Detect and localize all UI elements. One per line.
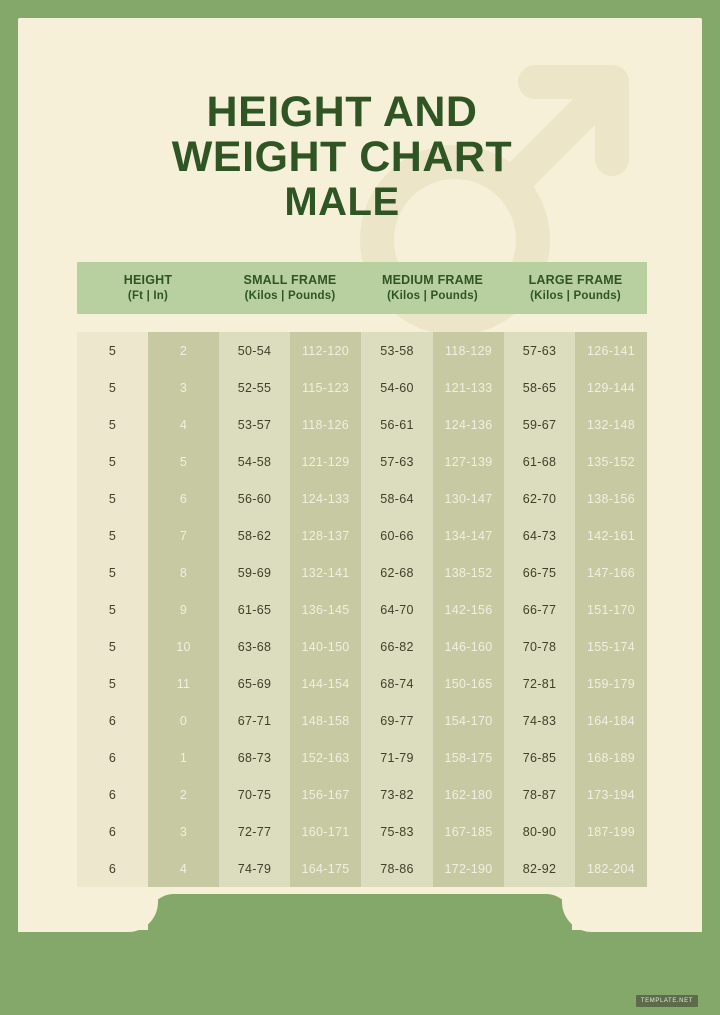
cell-small_lb: 118-126	[290, 406, 361, 443]
cell-medium_kg: 71-79	[361, 739, 433, 776]
template-watermark-badge: TEMPLATE.NET	[636, 995, 698, 1007]
cell-medium_lb: 121-133	[433, 369, 504, 406]
cell-small_lb: 132-141	[290, 554, 361, 591]
cell-ft: 6	[77, 850, 148, 887]
cell-medium_lb: 172-190	[433, 850, 504, 887]
header-medium-frame-sub: (Kilos | Pounds)	[387, 290, 478, 302]
cell-large_lb: 151-170	[575, 591, 647, 628]
cell-small_kg: 58-62	[219, 517, 290, 554]
cell-large_kg: 59-67	[504, 406, 575, 443]
cell-in: 9	[148, 591, 219, 628]
cell-ft: 6	[77, 813, 148, 850]
table-body	[77, 314, 647, 915]
cell-small_kg: 54-58	[219, 443, 290, 480]
cell-in: 10	[148, 628, 219, 665]
cell-in: 2	[148, 776, 219, 813]
cell-in: 1	[148, 739, 219, 776]
cell-in: 0	[148, 702, 219, 739]
cell-medium_kg: 64-70	[361, 591, 433, 628]
cell-small_lb: 124-133	[290, 480, 361, 517]
header-medium-frame	[361, 262, 504, 314]
cell-in: 3	[148, 813, 219, 850]
cell-medium_kg: 56-61	[361, 406, 433, 443]
cell-small_kg: 72-77	[219, 813, 290, 850]
cell-large_lb: 168-189	[575, 739, 647, 776]
table-row	[77, 332, 647, 369]
cell-large_lb: 147-166	[575, 554, 647, 591]
cell-small_kg: 65-69	[219, 665, 290, 702]
cell-medium_lb: 162-180	[433, 776, 504, 813]
cell-ft: 6	[77, 702, 148, 739]
table-row	[77, 554, 647, 591]
cell-medium_kg: 73-82	[361, 776, 433, 813]
cell-medium_kg: 53-58	[361, 332, 433, 369]
table-row	[77, 443, 647, 480]
cell-large_lb: 142-161	[575, 517, 647, 554]
table-spacer-row	[77, 314, 647, 332]
cell-in: 8	[148, 554, 219, 591]
cell-medium_lb: 134-147	[433, 517, 504, 554]
cell-ft: 5	[77, 665, 148, 702]
cell-small_lb: 140-150	[290, 628, 361, 665]
cell-in: 6	[148, 480, 219, 517]
table-row	[77, 702, 647, 739]
cell-small_kg: 70-75	[219, 776, 290, 813]
cell-in: 11	[148, 665, 219, 702]
cell-in: 4	[148, 406, 219, 443]
cell-large_kg: 66-75	[504, 554, 575, 591]
title-line-3: MALE	[284, 180, 400, 224]
table-row	[77, 406, 647, 443]
cell-ft: 5	[77, 369, 148, 406]
cell-medium_lb: 127-139	[433, 443, 504, 480]
table-row	[77, 850, 647, 887]
header-large-frame-sub: (Kilos | Pounds)	[530, 290, 621, 302]
cell-small_lb: 144-154	[290, 665, 361, 702]
cell-large_kg: 64-73	[504, 517, 575, 554]
cell-large_kg: 72-81	[504, 665, 575, 702]
cell-ft: 5	[77, 628, 148, 665]
cell-medium_kg: 69-77	[361, 702, 433, 739]
cell-large_lb: 155-174	[575, 628, 647, 665]
cell-large_kg: 66-77	[504, 591, 575, 628]
cell-large_lb: 132-148	[575, 406, 647, 443]
cell-in: 7	[148, 517, 219, 554]
cell-medium_kg: 54-60	[361, 369, 433, 406]
cell-medium_lb: 118-129	[433, 332, 504, 369]
cell-medium_kg: 66-82	[361, 628, 433, 665]
cell-large_kg: 70-78	[504, 628, 575, 665]
cell-small_kg: 50-54	[219, 332, 290, 369]
cell-ft: 5	[77, 554, 148, 591]
cell-medium_lb: 142-156	[433, 591, 504, 628]
cell-medium_lb: 130-147	[433, 480, 504, 517]
cell-large_lb: 164-184	[575, 702, 647, 739]
cell-ft: 6	[77, 776, 148, 813]
cell-large_lb: 126-141	[575, 332, 647, 369]
cell-large_lb: 173-194	[575, 776, 647, 813]
cell-ft: 5	[77, 480, 148, 517]
header-height	[77, 262, 219, 314]
cell-large_lb: 159-179	[575, 665, 647, 702]
cell-small_kg: 67-71	[219, 702, 290, 739]
cell-large_kg: 58-65	[504, 369, 575, 406]
cell-large_kg: 74-83	[504, 702, 575, 739]
cell-small_lb: 136-145	[290, 591, 361, 628]
cell-small_kg: 63-68	[219, 628, 290, 665]
cell-in: 3	[148, 369, 219, 406]
header-height-sub: (Ft | In)	[127, 290, 169, 302]
cell-small_kg: 61-65	[219, 591, 290, 628]
cell-large_kg: 62-70	[504, 480, 575, 517]
cell-ft: 5	[77, 406, 148, 443]
height-weight-table-wrapper	[77, 262, 647, 915]
table-row	[77, 739, 647, 776]
cell-small_kg: 52-55	[219, 369, 290, 406]
cell-small_kg: 68-73	[219, 739, 290, 776]
cell-large_lb: 135-152	[575, 443, 647, 480]
title-line-2: WEIGHT CHART	[171, 133, 513, 181]
cell-medium_kg: 62-68	[361, 554, 433, 591]
cell-ft: 5	[77, 517, 148, 554]
cell-medium_kg: 75-83	[361, 813, 433, 850]
cell-medium_lb: 158-175	[433, 739, 504, 776]
header-small-frame-main: SMALL FRAME	[243, 273, 337, 287]
cell-medium_kg: 58-64	[361, 480, 433, 517]
cell-small_lb: 164-175	[290, 850, 361, 887]
table-row	[77, 480, 647, 517]
header-large-frame	[504, 262, 647, 314]
cell-medium_lb: 146-160	[433, 628, 504, 665]
cell-in: 5	[148, 443, 219, 480]
header-small-frame	[219, 262, 361, 314]
height-weight-table	[77, 262, 647, 915]
header-large-frame-main: LARGE FRAME	[528, 273, 623, 287]
cell-in: 4	[148, 850, 219, 887]
cell-ft: 5	[77, 443, 148, 480]
cell-large_kg: 82-92	[504, 850, 575, 887]
table-row	[77, 776, 647, 813]
table-row	[77, 369, 647, 406]
cell-small_lb: 148-158	[290, 702, 361, 739]
cell-in: 2	[148, 332, 219, 369]
cell-small_kg: 74-79	[219, 850, 290, 887]
cell-large_kg: 78-87	[504, 776, 575, 813]
cell-large_lb: 182-204	[575, 850, 647, 887]
cell-large_kg: 61-68	[504, 443, 575, 480]
cell-large_kg: 76-85	[504, 739, 575, 776]
cell-small_lb: 112-120	[290, 332, 361, 369]
cell-ft: 5	[77, 591, 148, 628]
cell-small_kg: 59-69	[219, 554, 290, 591]
cell-medium_lb: 150-165	[433, 665, 504, 702]
header-medium-frame-main: MEDIUM FRAME	[382, 273, 484, 287]
cell-medium_kg: 57-63	[361, 443, 433, 480]
cell-medium_kg: 68-74	[361, 665, 433, 702]
table-row	[77, 628, 647, 665]
header-height-main: HEIGHT	[123, 273, 173, 287]
cell-small_lb: 128-137	[290, 517, 361, 554]
cell-small_kg: 56-60	[219, 480, 290, 517]
cell-medium_lb: 138-152	[433, 554, 504, 591]
table-row	[77, 813, 647, 850]
cell-small_lb: 115-123	[290, 369, 361, 406]
cell-large_lb: 129-144	[575, 369, 647, 406]
cell-small_lb: 160-171	[290, 813, 361, 850]
cell-ft: 6	[77, 739, 148, 776]
cell-small_kg: 53-57	[219, 406, 290, 443]
cell-medium_lb: 154-170	[433, 702, 504, 739]
cell-large_lb: 138-156	[575, 480, 647, 517]
table-row	[77, 665, 647, 702]
cell-medium_kg: 78-86	[361, 850, 433, 887]
cell-medium_kg: 60-66	[361, 517, 433, 554]
cell-medium_lb: 167-185	[433, 813, 504, 850]
table-spacer-row	[77, 887, 647, 915]
cell-large_lb: 187-199	[575, 813, 647, 850]
cell-ft: 5	[77, 332, 148, 369]
cell-medium_lb: 124-136	[433, 406, 504, 443]
cell-large_kg: 80-90	[504, 813, 575, 850]
page-title	[0, 90, 684, 225]
table-row	[77, 591, 647, 628]
cell-small_lb: 152-163	[290, 739, 361, 776]
table-row	[77, 517, 647, 554]
header-small-frame-sub: (Kilos | Pounds)	[244, 290, 336, 302]
cell-small_lb: 156-167	[290, 776, 361, 813]
cell-small_lb: 121-129	[290, 443, 361, 480]
table-header-row	[77, 262, 647, 314]
title-line-1: HEIGHT AND	[206, 88, 478, 136]
cell-large_kg: 57-63	[504, 332, 575, 369]
